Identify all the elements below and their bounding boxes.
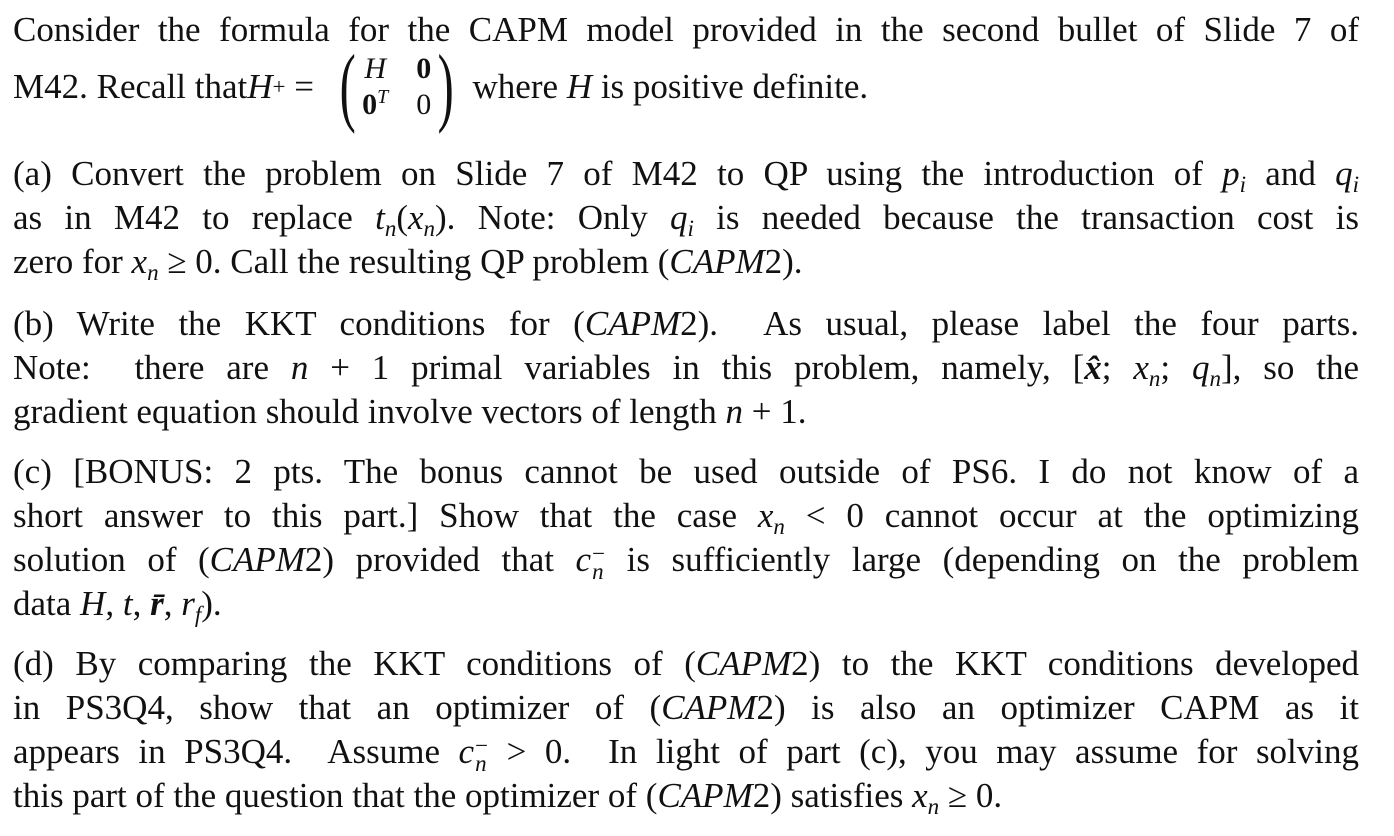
part-a-line-1: (a) Convert the problem on Slide 7 of M42 to QP using the introduction of $p_i$ and $q_i$ xyxy=(13,154,1359,197)
part-d-paragraph xyxy=(13,642,1359,818)
part-d-line-4: this part of the question that the optimizer of (CAPM2) satisfies $x_n \ge 0$. xyxy=(13,776,1003,819)
part-b-line-3: gradient equation should involve vectors of length n + 1. xyxy=(13,392,807,431)
intro-text: M42. Recall that xyxy=(13,67,248,106)
block-matrix xyxy=(333,38,461,135)
left-paren: ( xyxy=(339,38,356,135)
part-b-paragraph xyxy=(13,302,1359,434)
part-a-paragraph xyxy=(13,152,1359,284)
matrix-r1c2: 0 xyxy=(416,52,432,85)
intro-paragraph xyxy=(13,8,1359,135)
matrix-grid xyxy=(362,51,431,123)
intro-line-2: M42. Recall that H + = ( H 0 $0^T$ 0 ) where H is positive definite. xyxy=(13,38,869,135)
part-c-paragraph xyxy=(13,450,1359,626)
matrix-r1c1: H xyxy=(364,52,386,85)
matrix-r2c1: $0^T$ xyxy=(362,86,389,121)
part-c-line-4: data H, t, r̄, $r_f$). xyxy=(13,584,222,627)
part-a-line-2: as in M42 to replace $t_n(x_n)$. Note: Only $q_i$ is needed because the transaction cost is xyxy=(13,198,1359,241)
part-a-line-3: zero for $x_n \ge 0$. Call the resulting QP problem (CAPM2). xyxy=(13,242,803,285)
intro-line-1: Consider the formula for the CAPM model provided in the second bullet of Slide 7 of xyxy=(13,10,1359,49)
part-b-line-1: (b) Write the KKT conditions for (CAPM2). As usual, please label the four parts. xyxy=(13,304,1359,343)
math-H: H xyxy=(247,67,273,106)
right-paren: ) xyxy=(437,38,454,135)
part-c-line-2: short answer to this part.] Show that the case $x_n < 0$ cannot occur at the optimizing xyxy=(13,496,1359,539)
part-c-line-3: solution of (CAPM2) provided that c − n is sufficiently large (depending on the problem xyxy=(13,540,1359,584)
part-c-line-1: (c) [BONUS: 2 pts. The bonus cannot be used outside of PS6. I do not know of a xyxy=(13,452,1359,491)
math-equals: = xyxy=(285,67,323,106)
part-b-line-2: Note: there are n + 1 primal variables in this problem, namely, [x̂; $x_n$; $q_n$], so the xyxy=(13,348,1359,391)
part-d-line-2: in PS3Q4, show that an optimizer of (CAPM2) is also an optimizer CAPM as it xyxy=(13,688,1359,727)
intro-text-where: where xyxy=(472,67,567,106)
part-d-line-3: appears in PS3Q4. Assume c − n > 0. In light of part (c), you may assume for solving xyxy=(13,732,1360,776)
intro-text-end: is positive definite. xyxy=(592,67,869,106)
math-H-2: H xyxy=(566,67,593,106)
matrix-r2c2: 0 xyxy=(416,88,432,121)
part-d-line-1: (d) By comparing the KKT conditions of (CAPM2) to the KKT conditions developed xyxy=(13,644,1360,683)
